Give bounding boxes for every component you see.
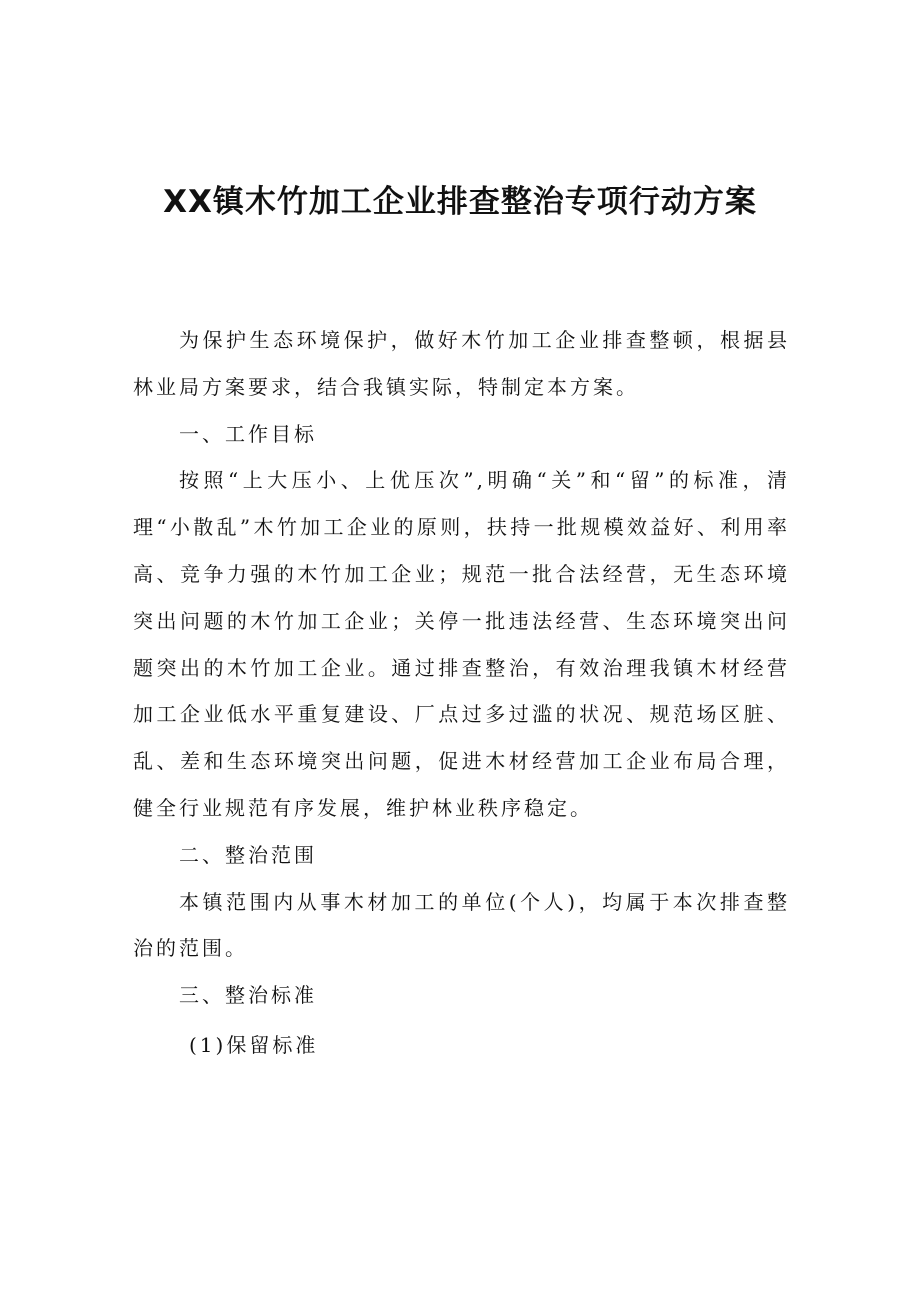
- section-paragraph-scope: 本镇范围内从事木材加工的单位(个人)，均属于本次排查整治的范围。: [133, 889, 790, 961]
- section-heading-scope: 二、整治范围: [179, 842, 317, 867]
- intro-paragraph: 为保护生态环境保护，做好木竹加工企业排查整顿，根据县林业局方案要求，结合我镇实际，特制定本方案。: [133, 328, 790, 399]
- section-subheading-retention: (1)保留标准: [189, 1032, 319, 1057]
- document-body: [133, 317, 790, 1069]
- section-paragraph-goals: 按照“上大压小、上优压次”,明确“关”和“留”的标准，清理“小散乱”木竹加工企业的原则，扶持一批规模效益好、利用率高、竞争力强的木竹加工企业；规范一批合法经营，无生态环境突出问题的木竹加工企业；关停一批违法经营、生态环境突出问题突出的木竹加工企业。通过排查整治，有效治理我镇木材经营加工企业低水平重复建设、厂点过多过滥的状况、规范场区脏、乱、差和生态环境突出问题，促进木材经营加工企业布局合理，健全行业规范有序发展，维护林业秩序稳定。: [133, 468, 790, 820]
- document-title: XX镇木竹加工企业排查整治专项行动方案: [163, 184, 757, 220]
- section-heading-goals: 一、工作目标: [179, 421, 317, 446]
- section-heading-standards: 三、整治标准: [179, 983, 317, 1008]
